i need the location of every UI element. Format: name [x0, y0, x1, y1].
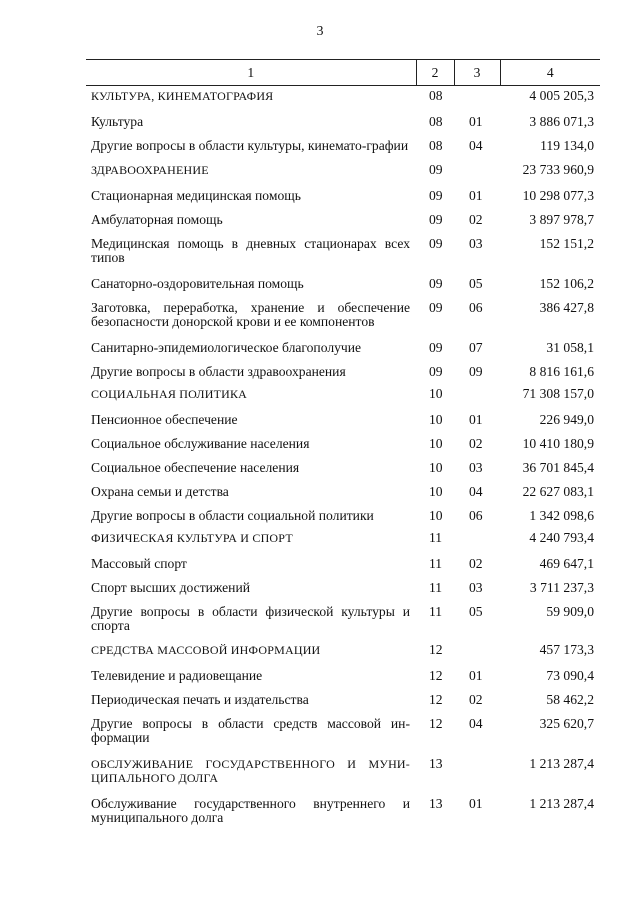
row-name: Медицинская помощь в дневных стационарах всех типов — [91, 236, 410, 265]
row-amount: 36 701 845,4 — [522, 460, 594, 475]
row-amount: 23 733 960,9 — [522, 162, 594, 177]
row-amount: 31 058,1 — [546, 340, 594, 355]
row-amount: 4 005 205,3 — [529, 88, 594, 103]
row-amount: 1 213 287,4 — [529, 796, 594, 811]
row-name: Санаторно-оздоровительная помощь — [91, 276, 304, 291]
row-name: Заготовка, переработка, хранение и обеспечение безопасности донорской крови и ее компонентов — [91, 300, 410, 329]
row-amount: 10 410 180,9 — [522, 436, 594, 451]
column-header-2: 2 — [416, 60, 454, 86]
row-subsection-code: 03 — [469, 460, 483, 475]
row-section-code: 09 — [429, 236, 443, 251]
row-amount: 152 151,2 — [539, 236, 594, 251]
row-subsection-code: 06 — [469, 508, 483, 523]
table-row — [86, 336, 600, 360]
row-subsection-code: 02 — [469, 556, 483, 571]
row-amount: 10 298 077,3 — [522, 188, 594, 203]
budget-table — [86, 59, 600, 832]
page-number: 3 — [316, 24, 324, 39]
row-section-code: 13 — [429, 796, 443, 811]
table-row — [86, 296, 600, 336]
row-section-code: 12 — [429, 716, 443, 731]
section-row — [86, 86, 600, 111]
table-row — [86, 208, 600, 232]
row-name: Культура — [91, 114, 144, 129]
row-section-code: 10 — [429, 460, 443, 475]
section-row — [86, 640, 600, 664]
table-body — [86, 86, 600, 833]
row-name: Стационарная медицинская помощь — [91, 188, 301, 203]
row-section-code: 12 — [429, 642, 443, 657]
row-amount: 386 427,8 — [539, 300, 594, 315]
row-subsection-code: 04 — [469, 716, 483, 731]
row-amount: 8 816 161,6 — [529, 364, 594, 379]
row-name: Другие вопросы в области здравоохранения — [91, 364, 346, 379]
row-name: Другие вопросы в области культуры, кинемато-графии — [91, 138, 409, 153]
row-name: ФИЗИЧЕСКАЯ КУЛЬТУРА И СПОРТ — [91, 531, 293, 545]
row-section-code: 09 — [429, 188, 443, 203]
row-amount: 226 949,0 — [539, 412, 594, 427]
table-row — [86, 134, 600, 160]
row-name: Другие вопросы в области физической культуры и спорта — [91, 604, 410, 633]
row-subsection-code: 01 — [469, 796, 483, 811]
row-subsection-code: 04 — [469, 484, 483, 499]
row-section-code: 09 — [429, 276, 443, 291]
row-section-code: 09 — [429, 340, 443, 355]
row-name: Пенсионное обеспечение — [91, 412, 238, 427]
row-subsection-code: 02 — [469, 436, 483, 451]
row-section-code: 09 — [429, 162, 443, 177]
row-name: Другие вопросы в области социальной политики — [91, 508, 374, 523]
table-row — [86, 600, 600, 640]
table-row — [86, 272, 600, 296]
row-section-code: 10 — [429, 508, 443, 523]
row-section-code: 12 — [429, 692, 443, 707]
row-name: Санитарно-эпидемиологическое благополучие — [91, 340, 362, 355]
row-subsection-code: 05 — [469, 604, 483, 619]
row-section-code: 10 — [429, 484, 443, 499]
row-subsection-code — [454, 528, 500, 552]
table-row — [86, 688, 600, 712]
column-header-1: 1 — [86, 60, 416, 86]
row-amount: 457 173,3 — [539, 642, 594, 657]
row-section-code: 08 — [429, 88, 443, 103]
row-amount: 4 240 793,4 — [529, 530, 594, 545]
row-section-code: 12 — [429, 668, 443, 683]
table-row — [86, 576, 600, 600]
row-amount: 58 462,2 — [546, 692, 594, 707]
row-section-code: 13 — [429, 756, 443, 771]
row-subsection-code: 01 — [469, 114, 483, 129]
row-name: Охрана семьи и детства — [91, 484, 229, 499]
table-row — [86, 232, 600, 272]
row-amount: 3 711 237,3 — [529, 580, 594, 595]
row-name: Массовый спорт — [91, 556, 187, 571]
row-section-code: 10 — [429, 436, 443, 451]
row-name: СРЕДСТВА МАССОВОЙ ИНФОРМАЦИИ — [91, 643, 321, 657]
row-subsection-code: 06 — [469, 300, 483, 315]
section-row — [86, 384, 600, 408]
row-amount: 152 106,2 — [539, 276, 594, 291]
table-row — [86, 408, 600, 432]
row-section-code: 11 — [429, 530, 443, 545]
row-name: ЗДРАВООХРАНЕНИЕ — [91, 163, 209, 177]
table-row — [86, 712, 600, 752]
row-section-code: 09 — [429, 212, 443, 227]
row-subsection-code — [454, 160, 500, 184]
row-subsection-code: 05 — [469, 276, 483, 291]
column-header-3: 3 — [454, 60, 500, 86]
row-name: Телевидение и радиовещание — [91, 668, 263, 683]
table-row — [86, 480, 600, 504]
row-section-code: 11 — [429, 556, 443, 571]
row-name: ОБСЛУЖИВАНИЕ ГОСУДАРСТВЕННОГО И МУНИ-ЦИПАЛЬНОГО ДОЛГА — [91, 757, 410, 785]
row-subsection-code — [454, 384, 500, 408]
row-section-code: 11 — [429, 604, 443, 619]
row-amount: 22 627 083,1 — [522, 484, 594, 499]
row-subsection-code: 03 — [469, 580, 483, 595]
row-amount: 469 647,1 — [539, 556, 594, 571]
row-name: Социальное обслуживание населения — [91, 436, 310, 451]
table-row — [86, 360, 600, 384]
row-section-code: 10 — [429, 386, 443, 401]
table-row — [86, 110, 600, 134]
row-name: Спорт высших достижений — [91, 580, 250, 595]
table-row — [86, 792, 600, 832]
table-row — [86, 456, 600, 480]
row-name: Обслуживание государственного внутреннего и муниципального долга — [91, 796, 410, 825]
row-amount: 1 342 098,6 — [529, 508, 594, 523]
row-section-code: 08 — [429, 138, 443, 153]
section-row — [86, 160, 600, 184]
row-amount: 3 897 978,7 — [529, 212, 594, 227]
row-subsection-code: 01 — [469, 412, 483, 427]
row-subsection-code: 02 — [469, 212, 483, 227]
row-subsection-code: 07 — [469, 340, 483, 355]
table-row — [86, 184, 600, 208]
row-subsection-code — [454, 752, 500, 792]
row-amount: 325 620,7 — [539, 716, 594, 731]
row-name: Другие вопросы в области средств массовой ин-формации — [91, 716, 410, 745]
table-row — [86, 504, 600, 528]
row-amount: 1 213 287,4 — [529, 756, 594, 771]
section-row — [86, 528, 600, 552]
row-amount: 59 909,0 — [546, 604, 594, 619]
row-amount: 71 308 157,0 — [522, 386, 594, 401]
row-amount: 3 886 071,3 — [529, 114, 594, 129]
row-section-code: 10 — [429, 412, 443, 427]
row-name: Амбулаторная помощь — [91, 212, 223, 227]
table-row — [86, 552, 600, 576]
section-row — [86, 752, 600, 792]
table-row — [86, 432, 600, 456]
row-name: Периодическая печать и издательства — [91, 692, 309, 707]
row-subsection-code: 01 — [469, 668, 483, 683]
row-section-code: 08 — [429, 114, 443, 129]
table-row — [86, 664, 600, 688]
row-subsection-code: 09 — [469, 364, 483, 379]
row-section-code: 09 — [429, 300, 443, 315]
row-subsection-code: 02 — [469, 692, 483, 707]
table-header — [86, 60, 600, 86]
row-subsection-code — [454, 86, 500, 111]
row-name: Социальное обеспечение населения — [91, 460, 300, 475]
row-name: СОЦИАЛЬНАЯ ПОЛИТИКА — [91, 387, 248, 401]
row-section-code: 09 — [429, 364, 443, 379]
row-subsection-code: 04 — [469, 138, 483, 153]
row-amount: 73 090,4 — [546, 668, 594, 683]
row-section-code: 11 — [429, 580, 443, 595]
column-header-4: 4 — [500, 60, 600, 86]
row-subsection-code: 01 — [469, 188, 483, 203]
row-amount: 119 134,0 — [540, 138, 594, 153]
row-name: КУЛЬТУРА, КИНЕМАТОГРАФИЯ — [91, 89, 274, 103]
row-subsection-code — [454, 640, 500, 664]
row-subsection-code: 03 — [469, 236, 483, 251]
